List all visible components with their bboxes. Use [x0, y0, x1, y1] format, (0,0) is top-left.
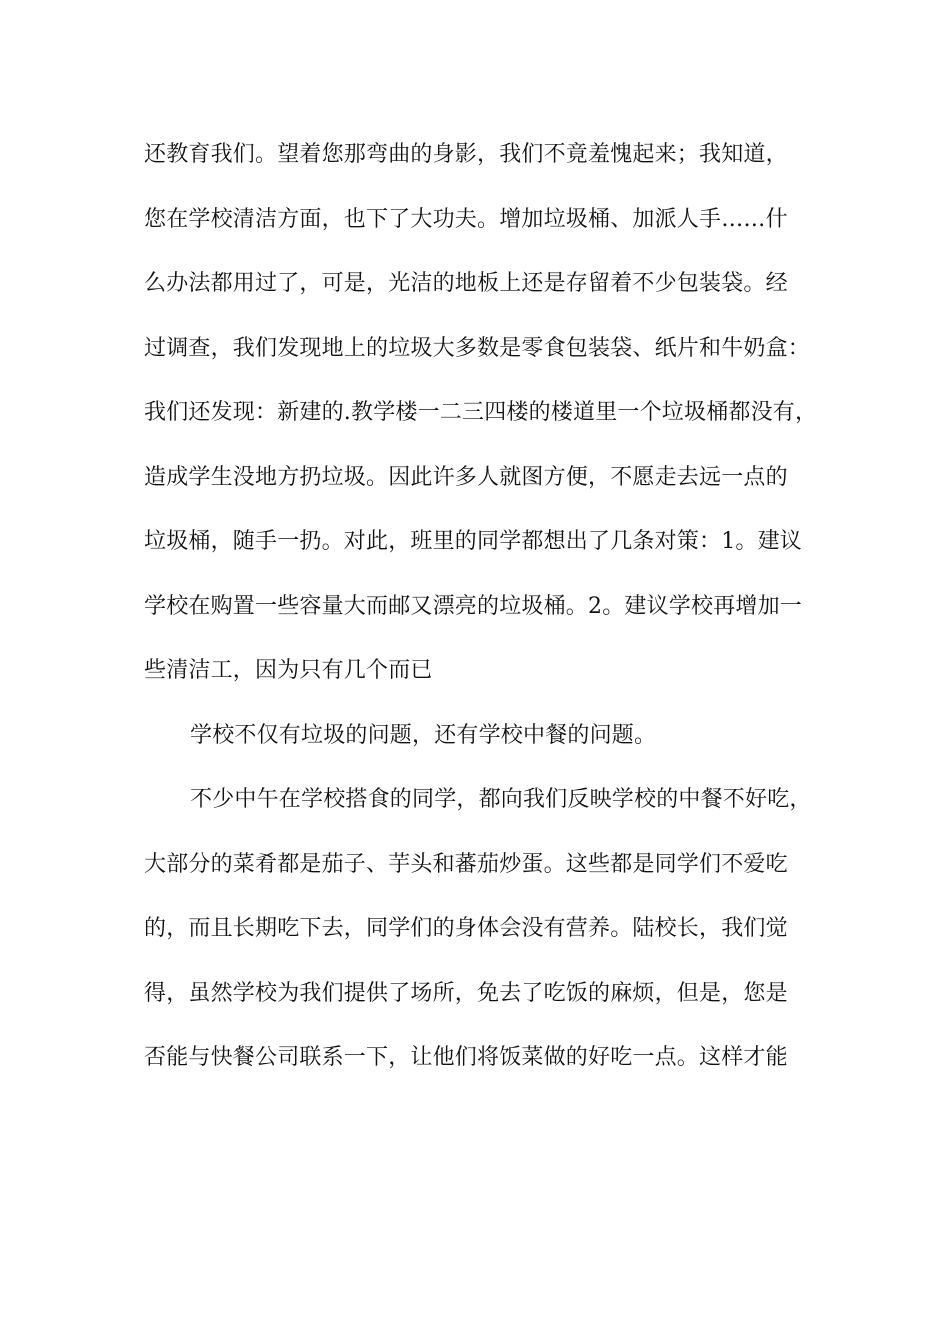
text-line: 否能与快餐公司联系一下，让他们将饭菜做的好吃一点。这样才能	[144, 1045, 788, 1070]
text-line: 过调查，我们发现地上的垃圾大多数是零食包装袋、纸片和牛奶盒：	[144, 335, 811, 361]
text-line: 的，而且长期吃下去，同学们的身体会没有营养。陆校长，我们觉	[144, 916, 788, 941]
text-line: 您在学校清洁方面，也下了大功夫。增加垃圾桶、加派人手……什	[144, 206, 788, 232]
text-line: 造成学生没地方扔垃圾。因此许多人就图方便，不愿走去远一点的	[144, 464, 788, 490]
text-line: 我们还发现：新建的.教学楼一二三四楼的楼道里一个垃圾桶都没有，	[144, 400, 818, 425]
text-line: 学校在购置一些容量大而邮又漂亮的垃圾桶。2。建议学校再增加一	[144, 593, 802, 619]
text-line: 大部分的菜肴都是茄子、芋头和蕃茄炒蛋。这些都是同学们不爱吃	[144, 851, 788, 877]
text-line: 垃圾桶，随手一扔。对此，班里的同学都想出了几条对策：1。建议	[144, 529, 802, 554]
text-line: 还教育我们。望着您那弯曲的身影，我们不竟羞愧起来；我知道，	[144, 142, 788, 167]
text-line: 么办法都用过了，可是，光洁的地板上还是存留着不少包装袋。经	[144, 271, 788, 296]
text-line: 得，虽然学校为我们提供了场所，免去了吃饭的麻烦，但是，您是	[144, 980, 788, 1006]
text-line: 些清洁工，因为只有几个而已	[144, 658, 433, 683]
paragraph-start-line: 不少中午在学校搭食的同学，都向我们反映学校的中餐不好吃，	[190, 787, 812, 812]
letter-body	[144, 123, 834, 1091]
paragraph-start-line: 学校不仅有垃圾的问题，还有学校中餐的问题。	[190, 722, 657, 748]
